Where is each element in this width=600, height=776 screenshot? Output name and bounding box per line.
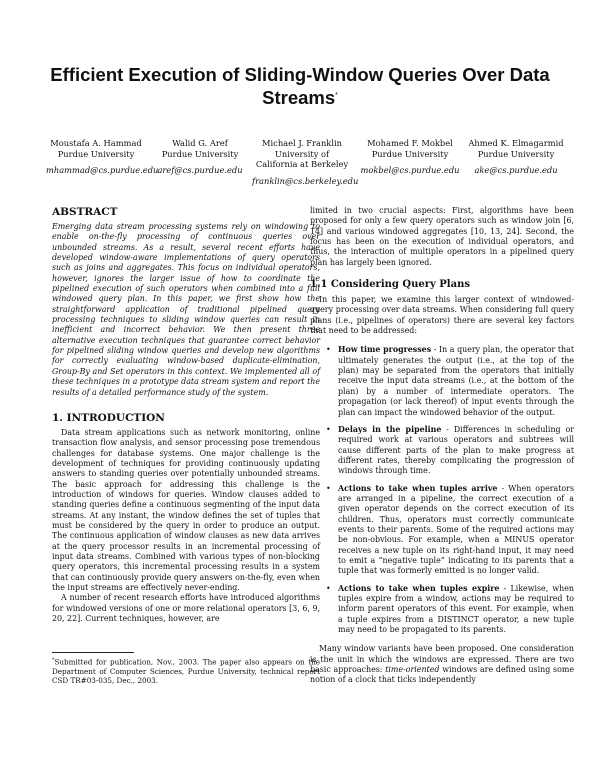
window-variants-paragraph xyxy=(310,644,574,685)
author-name: Moustafa A. Hammad xyxy=(50,138,142,148)
list-item-term: Actions to take when tuples arrive xyxy=(338,483,498,493)
paragraph-text: Many window variants have been proposed. One consideration is the unit in which the windows are expressed. There are two basic approaches: xyxy=(310,644,574,675)
bullet-icon: • xyxy=(326,424,331,434)
list-item xyxy=(310,584,574,636)
subsection-heading: 1.1 Considering Query Plans xyxy=(310,279,470,291)
author-email[interactable]: ake@cs.purdue.edu xyxy=(474,165,558,175)
footnote-mark: * xyxy=(52,657,55,663)
right-column xyxy=(310,206,574,686)
author-name: Ahmed K. Elmagarmid xyxy=(468,138,564,148)
paragraph-text: windows are defined using some notion of a clock that ticks independently xyxy=(310,665,574,685)
title-line-2: Streams xyxy=(262,87,336,109)
list-item xyxy=(310,484,574,577)
list-item xyxy=(310,345,574,417)
list-item-text: - Likewise, when tuples expire from a window, actions may be required to inform parent operators of this event. For example, when a tuple expires from a DISTINCT operator, a new tuple may need to be propagated to its parents. xyxy=(338,583,574,635)
bullet-icon: • xyxy=(326,483,331,493)
list-item-term: Delays in the pipeline xyxy=(338,424,442,434)
author-email[interactable]: aref@cs.purdue.edu xyxy=(157,165,243,175)
author-block xyxy=(252,138,359,186)
paragraph-emphasis: time-oriented xyxy=(385,665,440,675)
list-item-term: How time progresses xyxy=(338,345,432,355)
title-line-1: Efficient Execution of Sliding-Window Queries Over Data xyxy=(50,64,550,85)
intro-paragraph: A number of recent research efforts have introduced algorithms for windowed versions of one or more relational operators [3, 6, 9, 20, 22]. Current techniques, however, are xyxy=(52,593,320,624)
title-footnote-mark: * xyxy=(335,92,338,99)
footnote xyxy=(52,656,320,685)
plans-paragraph: In this paper, we examine this larger context of windowed-query processing over data streams. When considering full query plans (i.e., pipelines of operators) there are several key factors that need to be addressed: xyxy=(310,295,574,336)
author-affiliation: Purdue University xyxy=(477,148,555,159)
list-item xyxy=(310,425,574,477)
author-email[interactable]: franklin@cs.berkeley.edu xyxy=(252,175,359,186)
author-affiliation: Purdue University xyxy=(161,148,239,159)
abstract-heading: ABSTRACT xyxy=(52,206,118,218)
list-item-text: - When operators are arranged in a pipeline, the correct execution of a given operator depends on the correct execution of its children. Thus, operators must correctly communicate events to their parents. Some of the required actions may be non-obvious. For example, when a MINUS operator receives a new tuple on its right-hand input, it may need to emit a “negative tuple” indicating to its parents that a tuple that was formerly emitted is no longer valid. xyxy=(338,483,575,576)
author-name: Mohamed F. Mokbel xyxy=(367,138,453,148)
footnote-rule xyxy=(52,652,134,653)
author-name: Michael J. Franklin xyxy=(262,138,342,148)
bullet-icon: • xyxy=(326,345,331,355)
author-affiliation: University of xyxy=(274,148,330,159)
author-block xyxy=(46,138,159,176)
author-block xyxy=(150,138,250,176)
author-name: Walid G. Aref xyxy=(172,138,228,148)
list-item-term: Actions to take when tuples expire xyxy=(338,583,500,593)
abstract-text: Emerging data stream processing systems rely on windowing to enable on-the-fly processing of continuous queries over unbounded streams. As a result, several recent efforts have developed window-aware implementations of query operators such as joins and aggregates. This focus on individual operators, however, ignores the larger issue of how to coordinate the pipelined execution of such operators when combined into a full windowed query plan. In this paper, we first show how the straightforward application of traditional pipelined query processing techniques to sliding window queries can result in inefficient and incorrect behavior. We then present three alternative execution techniques that guarantee correct behavior for pipelined sliding window queries and develop new algorithms for correctly evaluating window-based duplicate-elimination, Group-By and Set operators in this context. We implemented all of these techniques in a prototype data stream system and report the results of a detailed performance study of the system. xyxy=(52,222,320,397)
author-block xyxy=(360,138,460,176)
continued-paragraph: limited in two crucial aspects: First, algorithms have been proposed for only a few query operators such as window join [6, 14] and various windowed aggregates [10, 13, 24]. Second, the focus has been on the execution of individual operators, and thus, the interaction of multiple operators in a pipelined query plan has largely been ignored. xyxy=(310,206,574,267)
list-item-text: - In a query plan, the operator that ultimately generates the output (i.e., at the top of the plan) may be separated from the operators that initially receive the input data streams (i.e., at the bottom of the plan) by a number of intermediate operators. The propagation (or lack thereof) of input events through the plan can impact the windowed behavior of the output. xyxy=(338,345,574,417)
paper-title xyxy=(40,64,560,108)
left-column xyxy=(52,206,320,624)
author-email[interactable]: mhammad@cs.purdue.edu xyxy=(46,165,159,175)
bullet-icon: • xyxy=(326,583,331,593)
author-affiliation: California at Berkeley xyxy=(255,159,349,169)
list-item-text: - Differences in scheduling or required work at various operators and subtrees will cause different parts of the plan to make progress at different rates, thereby complicating the progression of windows through time. xyxy=(338,424,575,476)
author-affiliation: Purdue University xyxy=(57,148,135,159)
author-affiliation: Purdue University xyxy=(371,148,449,159)
intro-paragraph: Data stream applications such as network monitoring, online transaction flow analysis, and sensor processing pose tremendous challenges for database systems. One major challenge is the development of techniques for providing continuously updating answers to standing queries over potentially unbounded streams. The basic approach for addressing this challenge is the introduction of windows for queries. Window clauses added to standing queries define a continuous segmenting of the input data streams. At any instant, the window defines the set of tuples that must be considered by the query in order to produce an output. The continuous application of window clauses as new data arrives at the query processor results in an incremental processing of input data streams. Combined with various types of non-blocking query operators, this incremental processing results in a system that can continuously provide query answers on-the-fly, even when the input streams are effectively never-ending. xyxy=(52,427,320,592)
author-email[interactable]: mokbel@cs.purdue.edu xyxy=(360,165,460,175)
author-block xyxy=(464,138,568,176)
footnote-text: Submitted for publication, Nov., 2003. The paper also appears on the Department of Computer Sciences, Purdue University, technical report CSD TR#03-035, Dec., 2003. xyxy=(52,657,320,685)
intro-heading: 1. INTRODUCTION xyxy=(52,411,165,424)
